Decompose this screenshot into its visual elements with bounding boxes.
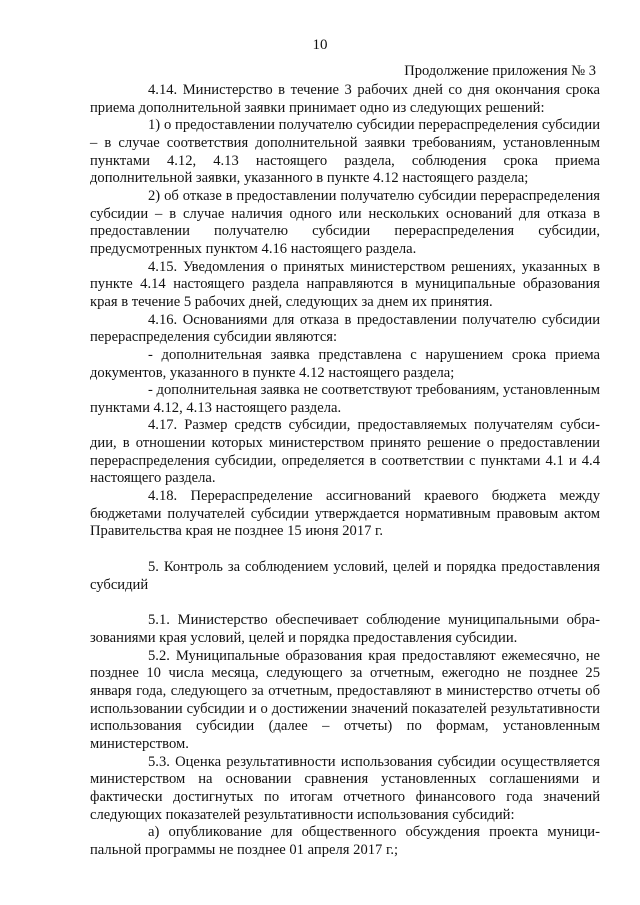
paragraph-4-16-reason-2: - дополнительная заявка не соответствуют требованиям, установленным пунктами 4.12, 4.13 настоящего раздела.: [90, 382, 600, 416]
paragraph-5-2: 5.2. Муниципальные образования края предоставляют ежемесячно, не позднее 10 числа месяца, следующего за отчетным, ежегодно не позднее 25 января года, следующего за отчетным, предоставляют в министерство отчеты об использовании субсидии и о достижении значений показателей результативности использования субсидии (далее – отчеты) по формам, установленным министерством.: [90, 647, 600, 752]
section-5-heading: 5. Контроль за соблюдением условий, целей и порядка предоставления субсидий: [90, 559, 600, 593]
paragraph-5-1: 5.1. Министерство обеспечивает соблюдение муниципальными образованиями края условий, целей и порядка предоставления субсидии.: [90, 612, 600, 647]
paragraph-5-3-item-a: а) опубликование для общественного обсуждения проекта муниципальной программы не позднее 01 апреля 2017 г.;: [90, 824, 600, 858]
paragraph-4-15: 4.15. Уведомления о принятых министерством решениях, указанных в пункте 4.14 настоящего раздела направляются в муниципальные образования края в течение 5 рабочих дней, следующих за днем их принятия.: [90, 258, 600, 310]
paragraph-4-18: 4.18. Перераспределение ассигнований краевого бюджета между бюджетами получателей субсидии утверждается нормативным правовым актом Правительства края не позднее 15 июня 2017 г.: [90, 488, 600, 540]
appendix-continuation-note: Продолжение приложения № 3: [404, 63, 596, 79]
spacer: [90, 594, 600, 612]
paragraph-4-16-reason-1: - дополнительная заявка представлена с нарушением срока приема документов, указанного в пункте 4.12 настоящего раздела;: [90, 346, 600, 381]
paragraph-4-16: 4.16. Основаниями для отказа в предоставлении получателю субсидии перераспределения субсидии являются:: [90, 311, 600, 346]
paragraph-5-3: 5.3. Оценка результативности использования субсидии осуществляется министерством на основании сравнения установленных соглашениями и фактически достигнутых по итогам отчетного финансового года значений следующих показателей результативности использования субсидий:: [90, 753, 600, 823]
paragraph-4-14: 4.14. Министерство в течение 3 рабочих дней со дня окончания срока приема дополнительной заявки принимает одно из следующих решений:: [90, 82, 600, 116]
spacer: [90, 541, 600, 559]
paragraph-4-14-item-2: 2) об отказе в предоставлении получателю субсидии перераспределения субсидии – в случае наличия одного или нескольких оснований для отказа в предоставлении получателю субсидии перераспределения субсидии, предусмотренных пунктом 4.16 настоящего раздела.: [90, 187, 600, 257]
paragraph-4-14-item-1: 1) о предоставлении получателю субсидии перераспределения субсидии – в случае соответствия дополнительной заявки требованиям, установленным пунктами 4.12, 4.13 настоящего раздела, соблюдения срока приема дополнительной заявки, указанного в пункте 4.12 настоящего раздела;: [90, 117, 600, 187]
document-body: [90, 82, 600, 860]
paragraph-4-17: 4.17. Размер средств субсидии, предоставляемых получателям субсидии, в отношении которых министерством принято решение о предоставлении перераспределения субсидии, определяется в соответствии с пунктами 4.1 и 4.4 настоящего раздела.: [90, 417, 600, 487]
page-number: 10: [312, 37, 328, 53]
